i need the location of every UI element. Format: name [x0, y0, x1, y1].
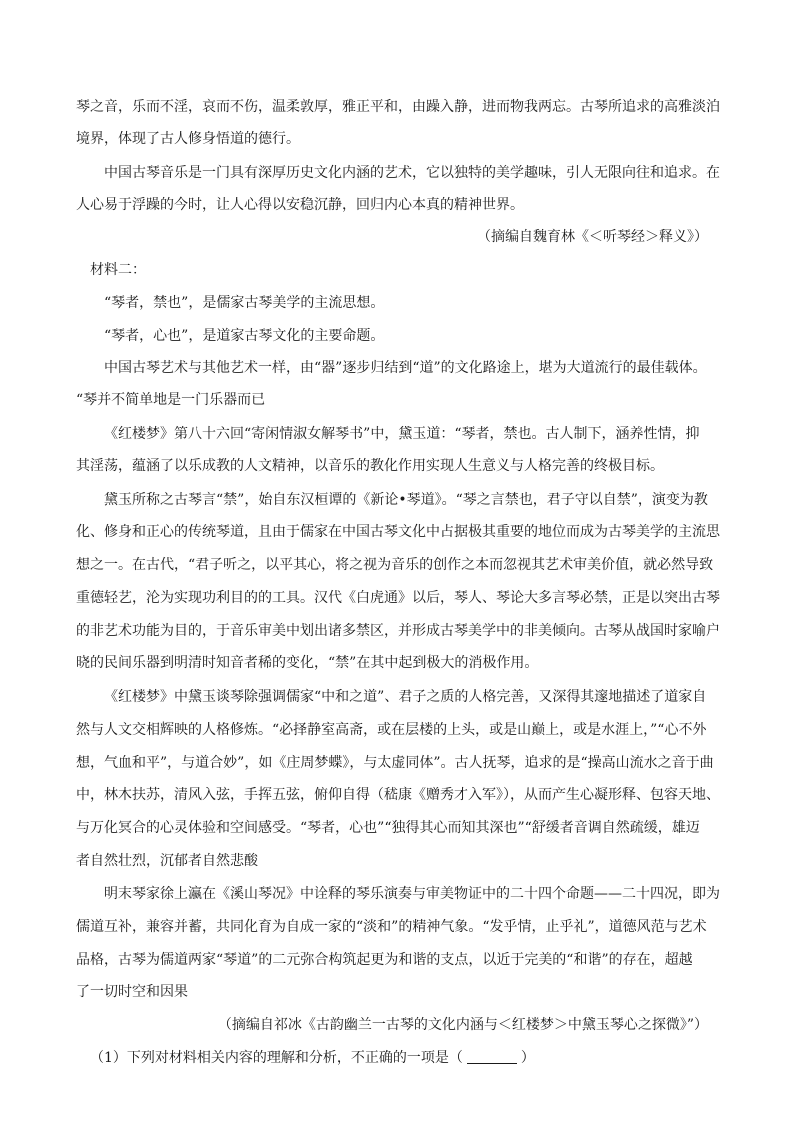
paragraph-line: 人心易于浮躁的今时，让人心得以安稳沉静，回归内心本真的精神世界。	[76, 197, 524, 213]
question-1	[90, 1047, 535, 1067]
paragraph-line: 《红楼梦》中黛玉谈琴除强调儒家“中和之道”、君子之质的人格完善，又深得其邃地描述了道家自	[104, 689, 707, 705]
paragraph-line: 了一切时空和因果	[76, 984, 188, 1000]
paragraph-line: 者自然壮烈，沉郁者自然悲酸	[76, 853, 258, 869]
paragraph-line: 品格，古琴为儒道两家“琴道”的二元弥合构筑起更为和谐的支点，以近于完美的“和谐”的存在，超越	[76, 952, 693, 968]
paragraph-line: 儒道互补，兼容并蓄，共同化育为自成一家的“淡和”的精神气象。“发乎情，止乎礼”，道德风范与艺术	[76, 919, 707, 935]
paragraph-line: 想，气血和平”，与道合妙”，如《庄周梦蝶》，与太虚同体”。古人抚琴，追求的是“操高山流水之音于曲	[76, 755, 714, 771]
paragraph-line: 重德轻艺，沦为实现功利目的的工具。汉代《白虎通》以后，琴人、琴论大多言琴必禁，正是以突出古琴	[76, 590, 720, 606]
paragraph-line: 化、修身和正心的传统琴道，且由于儒家在中国古琴文化中占据极其重要的地位而成为古琴美学的主流思	[76, 524, 720, 540]
question-text: （1）下列对材料相关内容的理解和分析，不正确的一项是（	[90, 1050, 463, 1066]
paragraph-line: 想之一。在古代，“君子听之，以平其心，将之视为音乐的创作之本而忽视其艺术审美价值，就必然导致	[76, 557, 714, 573]
paragraph-line: 其淫荡，蕴涵了以乐成教的人文精神，以音乐的教化作用实现人生意义与人格完善的终极目标。	[76, 458, 664, 474]
question-close-paren: ）	[520, 1050, 535, 1066]
paragraph-line: “琴并不简单地是一门乐器而已	[76, 392, 266, 408]
paragraph-line: 中国古琴音乐是一门具有深厚历史文化内涵的艺术，它以独特的美学趣味，引人无限向往和追求。在	[104, 165, 720, 181]
paragraph-line: 中国古琴艺术与其他艺术一样，由“器”逐步归结到“道”的文化路途上，堪为大道流行的最佳载体。	[104, 360, 707, 376]
quote-line: “琴者，禁也”，是儒家古琴美学的主流思想。	[104, 295, 385, 311]
paragraph-line: 《红楼梦》第八十六回“寄闲情淑女解琴书”中，黛玉道：“琴者，禁也。古人制下，涵养性情，抑	[104, 426, 700, 442]
paragraph-line: 境界，体现了古人修身悟道的德行。	[76, 131, 300, 147]
source-citation-1: （摘编自魏育林《＜听琴经＞释义》）	[477, 229, 708, 245]
paragraph-line: 与万化冥合的心灵体验和空间感受。“琴者，心也”“独得其心而知其深也”“舒缓者音调自然疏缓，雄迈	[76, 820, 700, 836]
answer-blank[interactable]	[467, 1049, 517, 1064]
quote-line: “琴者，心也”，是道家古琴文化的主要命题。	[104, 328, 385, 344]
paragraph-line: 琴之音，乐而不淫，哀而不伤，温柔敦厚，雅正平和，由躁入静，进而物我两忘。古琴所追求的高雅淡泊	[76, 99, 720, 115]
paragraph-line: 明末琴家徐上瀛在《溪山琴况》中诠释的琴乐演奏与审美物证中的二十四个命题——二十四况，即为	[104, 886, 720, 902]
source-citation-2: （摘编自祁冰《古韵幽兰一古琴的文化内涵与＜红楼梦＞中黛玉琴心之探微》”）	[217, 1017, 708, 1033]
paragraph-line: 晓的民间乐器到明清时知音者稀的变化，“禁”在其中起到极大的消极作用。	[76, 655, 539, 671]
paragraph-line: 然与人文交相辉映的人格修炼。“必择静室高斋，或在层楼的上头，或是山巅上，或是水涯上，”“心不外	[76, 722, 707, 738]
paragraph-line: 的非艺术功能为目的，于音乐审美中划出诸多禁区，并形成古琴美学中的非美倾向。古琴从战国时家喻户	[76, 623, 720, 639]
paragraph-line: 中，林木扶苏，清风入弦，手挥五弦，俯仰自得（嵇康《赠秀才入军》），从而产生心凝形释、包容天地、	[76, 787, 720, 803]
section-label-material-2: 材料二：	[90, 262, 146, 278]
paragraph-line: 黛玉所称之古琴言“禁”，始自东汉桓谭的《新论•琴道》。“琴之言禁也，君子守以自禁”，演变为教	[104, 492, 708, 508]
